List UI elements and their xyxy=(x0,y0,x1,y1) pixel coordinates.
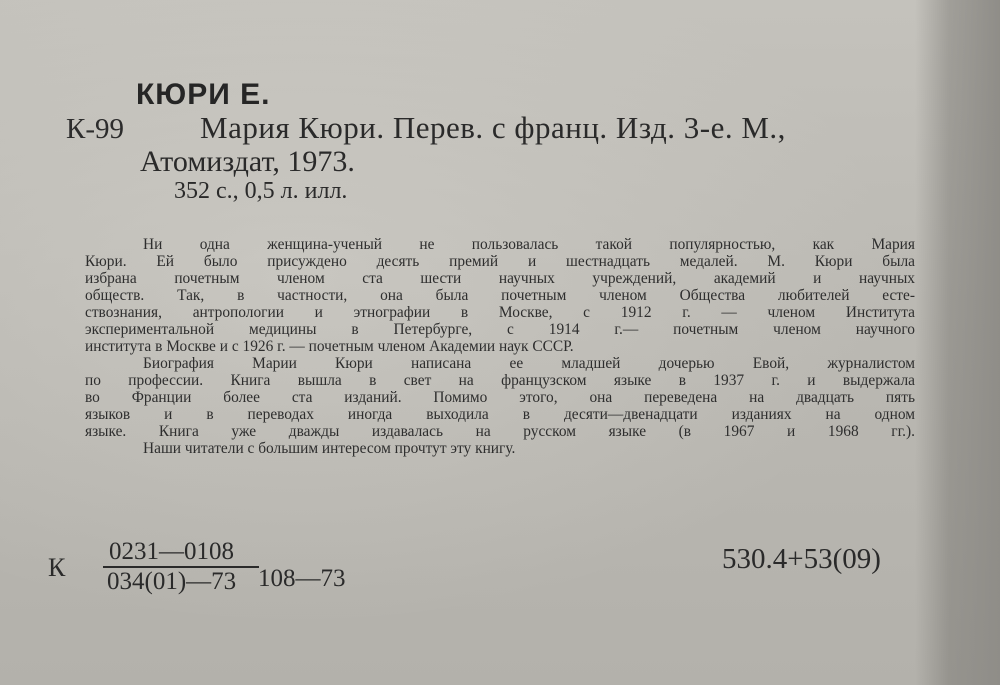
annotation-text xyxy=(85,236,915,457)
annotation-line: ствознания, антропологии и этнографии в Москве, с 1912 г. — членом Института xyxy=(85,304,915,321)
author-heading: КЮРИ Е. xyxy=(136,78,271,111)
call-number: К-99 xyxy=(66,113,124,145)
annotation-line: во Франции более ста изданий. Помимо этого, она переведена на двадцать пять xyxy=(85,389,915,406)
bibliographic-publisher-line: Атомиздат, 1973. xyxy=(140,145,355,178)
annotation-line: языков и в переводах иногда выходила в десяти—двенадцати изданиях на одном xyxy=(85,406,915,423)
udc-classifier: 530.4+53(09) xyxy=(722,543,881,575)
annotation-line: обществ. Так, в частности, она была почетным членом Общества любителей есте- xyxy=(85,287,915,304)
bibliographic-pages-line: 352 с., 0,5 л. илл. xyxy=(174,178,348,204)
annotation-line: экспериментальной медицины в Петербурге, с 1914 г.— почетным членом научного xyxy=(85,321,915,338)
annotation-line: института в Москве и с 1926 г. — почетным членом Академии наук СССР. xyxy=(85,338,574,355)
annotation-line: Кюри. Ей было присуждено десять премий и шестнадцать медалей. М. Кюри была xyxy=(85,253,915,270)
fraction-denominator: 034(01)—73 xyxy=(107,568,237,595)
annotation-line: Биография Марии Кюри написана ее младшей дочерью Евой, журналистом xyxy=(143,355,915,372)
annotation-line: Ни одна женщина-ученый не пользовалась такой популярностью, как Мария xyxy=(143,236,915,253)
catalog-index-fraction xyxy=(103,538,259,596)
annotation-line: избрана почетным членом ста шести научных учреждений, академий и научных xyxy=(85,270,915,287)
annotation-line: по профессии. Книга вышла в свет на французском языке в 1937 г. и выдержала xyxy=(85,372,915,389)
catalog-index-suffix: 108—73 xyxy=(258,565,346,592)
bibliographic-title-line: Мария Кюри. Перев. с франц. Изд. 3-е. М., xyxy=(200,110,786,145)
annotation-line: языке. Книга уже дважды издавалась на русском языке (в 1967 и 1968 гг.). xyxy=(85,423,915,440)
catalog-index-letter: К xyxy=(48,553,66,582)
page-gutter-shadow xyxy=(915,0,1000,685)
fraction-numerator: 0231—0108 xyxy=(103,538,259,568)
annotation-line: Наши читатели с большим интересом прочтут эту книгу. xyxy=(143,440,516,457)
